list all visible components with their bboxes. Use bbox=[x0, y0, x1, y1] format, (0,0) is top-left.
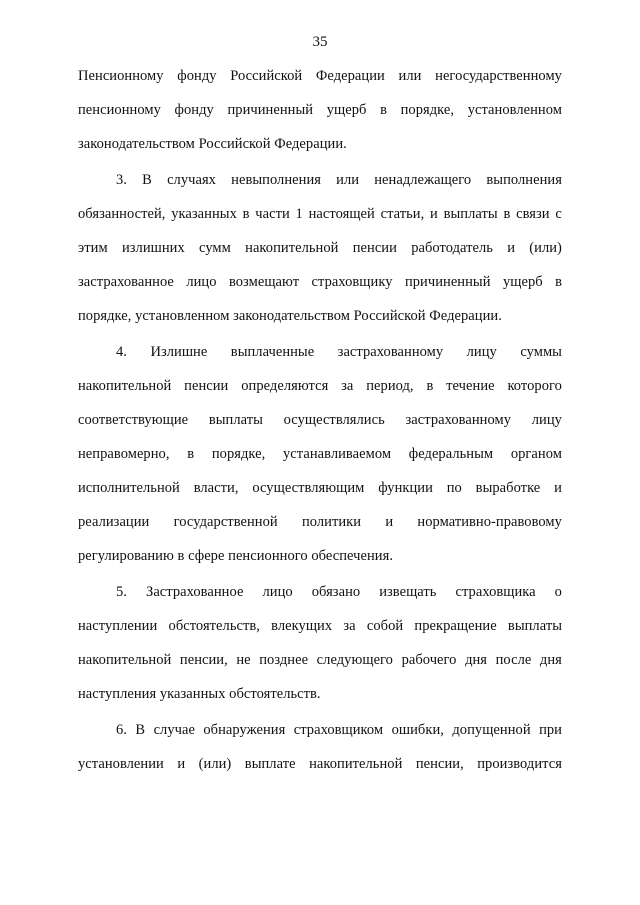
word: политики bbox=[301, 514, 362, 530]
word: В bbox=[135, 722, 146, 738]
word: накопительной bbox=[245, 240, 339, 256]
word: наступлении bbox=[78, 618, 158, 634]
word: власти, bbox=[193, 480, 239, 496]
word: и bbox=[554, 480, 562, 496]
word: лицо bbox=[262, 584, 293, 600]
word: за bbox=[343, 618, 356, 634]
word: 6. bbox=[116, 722, 127, 738]
word: после bbox=[495, 652, 532, 668]
word: Пенсионному bbox=[78, 68, 164, 84]
word: ошибки, bbox=[391, 722, 444, 738]
word: указанных bbox=[171, 206, 237, 222]
word: и bbox=[507, 240, 516, 256]
text-line: порядке, установленном законодательством Российской Федерации. bbox=[78, 308, 502, 324]
word: следующего bbox=[316, 652, 393, 668]
word: статьи, bbox=[380, 206, 425, 222]
word: пенсии bbox=[184, 378, 229, 394]
word: государственной bbox=[173, 514, 278, 530]
text-line bbox=[78, 616, 562, 636]
word: влекущих bbox=[271, 618, 333, 634]
word: случаях bbox=[167, 172, 216, 188]
word: фонду bbox=[177, 68, 217, 84]
word: накопительной bbox=[309, 756, 403, 772]
text-line bbox=[78, 754, 562, 774]
page-number: 35 bbox=[312, 34, 328, 50]
word: связи bbox=[516, 206, 550, 222]
word: порядке, bbox=[211, 446, 266, 462]
word: установлении bbox=[78, 756, 164, 772]
word: пенсионному bbox=[78, 102, 161, 118]
text-line bbox=[78, 66, 562, 86]
word: В bbox=[142, 172, 152, 188]
word: застрахованному bbox=[337, 344, 444, 360]
word: допущенной bbox=[452, 722, 531, 738]
word: выработке bbox=[475, 480, 541, 496]
word: накопительной bbox=[78, 378, 172, 394]
word: которого bbox=[507, 378, 562, 394]
word: извещать bbox=[379, 584, 437, 600]
word: выплаченные bbox=[230, 344, 315, 360]
word: суммы bbox=[520, 344, 562, 360]
word: федеральным bbox=[408, 446, 494, 462]
word: о bbox=[554, 584, 562, 600]
text-line bbox=[78, 100, 562, 120]
word: ущерб bbox=[502, 274, 543, 290]
word: выплате bbox=[244, 756, 296, 772]
word: пенсии, bbox=[179, 652, 228, 668]
word: обязанностей, bbox=[78, 206, 166, 222]
text-line: наступления указанных обстоятельств. bbox=[78, 686, 321, 702]
word: функции bbox=[378, 480, 433, 496]
word: 3. bbox=[116, 172, 127, 188]
word: выплаты bbox=[208, 412, 263, 428]
word: или bbox=[336, 172, 360, 188]
text-line bbox=[116, 582, 562, 602]
word: и bbox=[430, 206, 438, 222]
word: обнаружения bbox=[203, 722, 286, 738]
word: реализации bbox=[78, 514, 150, 530]
word: и bbox=[385, 514, 394, 530]
text-line bbox=[78, 444, 562, 464]
word: течение bbox=[446, 378, 495, 394]
word: рабочего bbox=[401, 652, 457, 668]
word: работодатель bbox=[411, 240, 493, 256]
word: в bbox=[187, 446, 195, 462]
word: причиненный bbox=[227, 102, 314, 118]
word: определяются bbox=[241, 378, 329, 394]
word: этим bbox=[78, 240, 108, 256]
word: с bbox=[555, 206, 562, 222]
word: негосударственному bbox=[435, 68, 562, 84]
word: установленном bbox=[467, 102, 562, 118]
word: Федерации bbox=[315, 68, 385, 84]
word: возмещают bbox=[228, 274, 300, 290]
word: случае bbox=[153, 722, 195, 738]
word: застрахованному bbox=[405, 412, 512, 428]
word: ненадлежащего bbox=[374, 172, 472, 188]
word: (или) bbox=[198, 756, 232, 772]
word: порядке, bbox=[400, 102, 455, 118]
word: обязано bbox=[311, 584, 361, 600]
word: пенсии bbox=[352, 240, 397, 256]
word: настоящей bbox=[308, 206, 375, 222]
word: Застрахованное bbox=[146, 584, 244, 600]
word: устанавливаемом bbox=[282, 446, 392, 462]
word: производится bbox=[477, 756, 562, 772]
word: и bbox=[177, 756, 186, 772]
word: обстоятельств, bbox=[168, 618, 260, 634]
word: застрахованное bbox=[78, 274, 174, 290]
word: дня bbox=[465, 652, 488, 668]
word: органом bbox=[510, 446, 562, 462]
word: ущерб bbox=[326, 102, 367, 118]
text-line bbox=[78, 204, 562, 224]
word: выплаты bbox=[507, 618, 562, 634]
word: в bbox=[503, 206, 511, 222]
word: выплаты bbox=[443, 206, 498, 222]
word: 4. bbox=[116, 344, 127, 360]
word: (или) bbox=[529, 240, 562, 256]
word: лицу bbox=[466, 344, 497, 360]
word: собой bbox=[366, 618, 404, 634]
word: страховщику bbox=[311, 274, 393, 290]
text-line bbox=[78, 238, 562, 258]
word: не bbox=[236, 652, 251, 668]
text-line bbox=[116, 342, 562, 362]
text-line bbox=[116, 720, 562, 740]
word: осуществлялись bbox=[283, 412, 385, 428]
word: нормативно-правовому bbox=[417, 514, 562, 530]
word: осуществляющим bbox=[252, 480, 365, 496]
word: дня bbox=[539, 652, 562, 668]
word: сумм bbox=[199, 240, 231, 256]
word: причиненный bbox=[404, 274, 491, 290]
word: в bbox=[242, 206, 250, 222]
word: исполнительной bbox=[78, 480, 180, 496]
word: позднее bbox=[259, 652, 309, 668]
word: излишних bbox=[121, 240, 185, 256]
text-line bbox=[78, 272, 562, 292]
word: лицу bbox=[531, 412, 562, 428]
word: соответствующие bbox=[78, 412, 189, 428]
word: прекращение bbox=[414, 618, 497, 634]
word: страховщиком bbox=[293, 722, 384, 738]
word: в bbox=[426, 378, 434, 394]
word: в bbox=[380, 102, 387, 118]
word: Российской bbox=[230, 68, 303, 84]
word: фонду bbox=[174, 102, 214, 118]
word: лицо bbox=[186, 274, 217, 290]
word: по bbox=[446, 480, 462, 496]
word: выполнения bbox=[486, 172, 562, 188]
word: части bbox=[255, 206, 290, 222]
text-line bbox=[116, 170, 562, 190]
word: страховщика bbox=[455, 584, 536, 600]
word: 5. bbox=[116, 584, 127, 600]
word: при bbox=[539, 722, 562, 738]
word: невыполнения bbox=[231, 172, 321, 188]
word: Излишне bbox=[150, 344, 208, 360]
text-line bbox=[78, 512, 562, 532]
word: 1 bbox=[295, 206, 303, 222]
word: или bbox=[398, 68, 422, 84]
text-line bbox=[78, 410, 562, 430]
text-line: регулированию в сфере пенсионного обеспечения. bbox=[78, 548, 394, 564]
word: неправомерно, bbox=[78, 446, 170, 462]
word: пенсии, bbox=[415, 756, 464, 772]
word: накопительной bbox=[78, 652, 172, 668]
word: период, bbox=[366, 378, 414, 394]
word: за bbox=[341, 378, 354, 394]
text-line bbox=[78, 650, 562, 670]
word: в bbox=[555, 274, 562, 290]
text-line bbox=[78, 376, 562, 396]
text-line bbox=[78, 478, 562, 498]
text-line: законодательством Российской Федерации. bbox=[78, 136, 347, 152]
